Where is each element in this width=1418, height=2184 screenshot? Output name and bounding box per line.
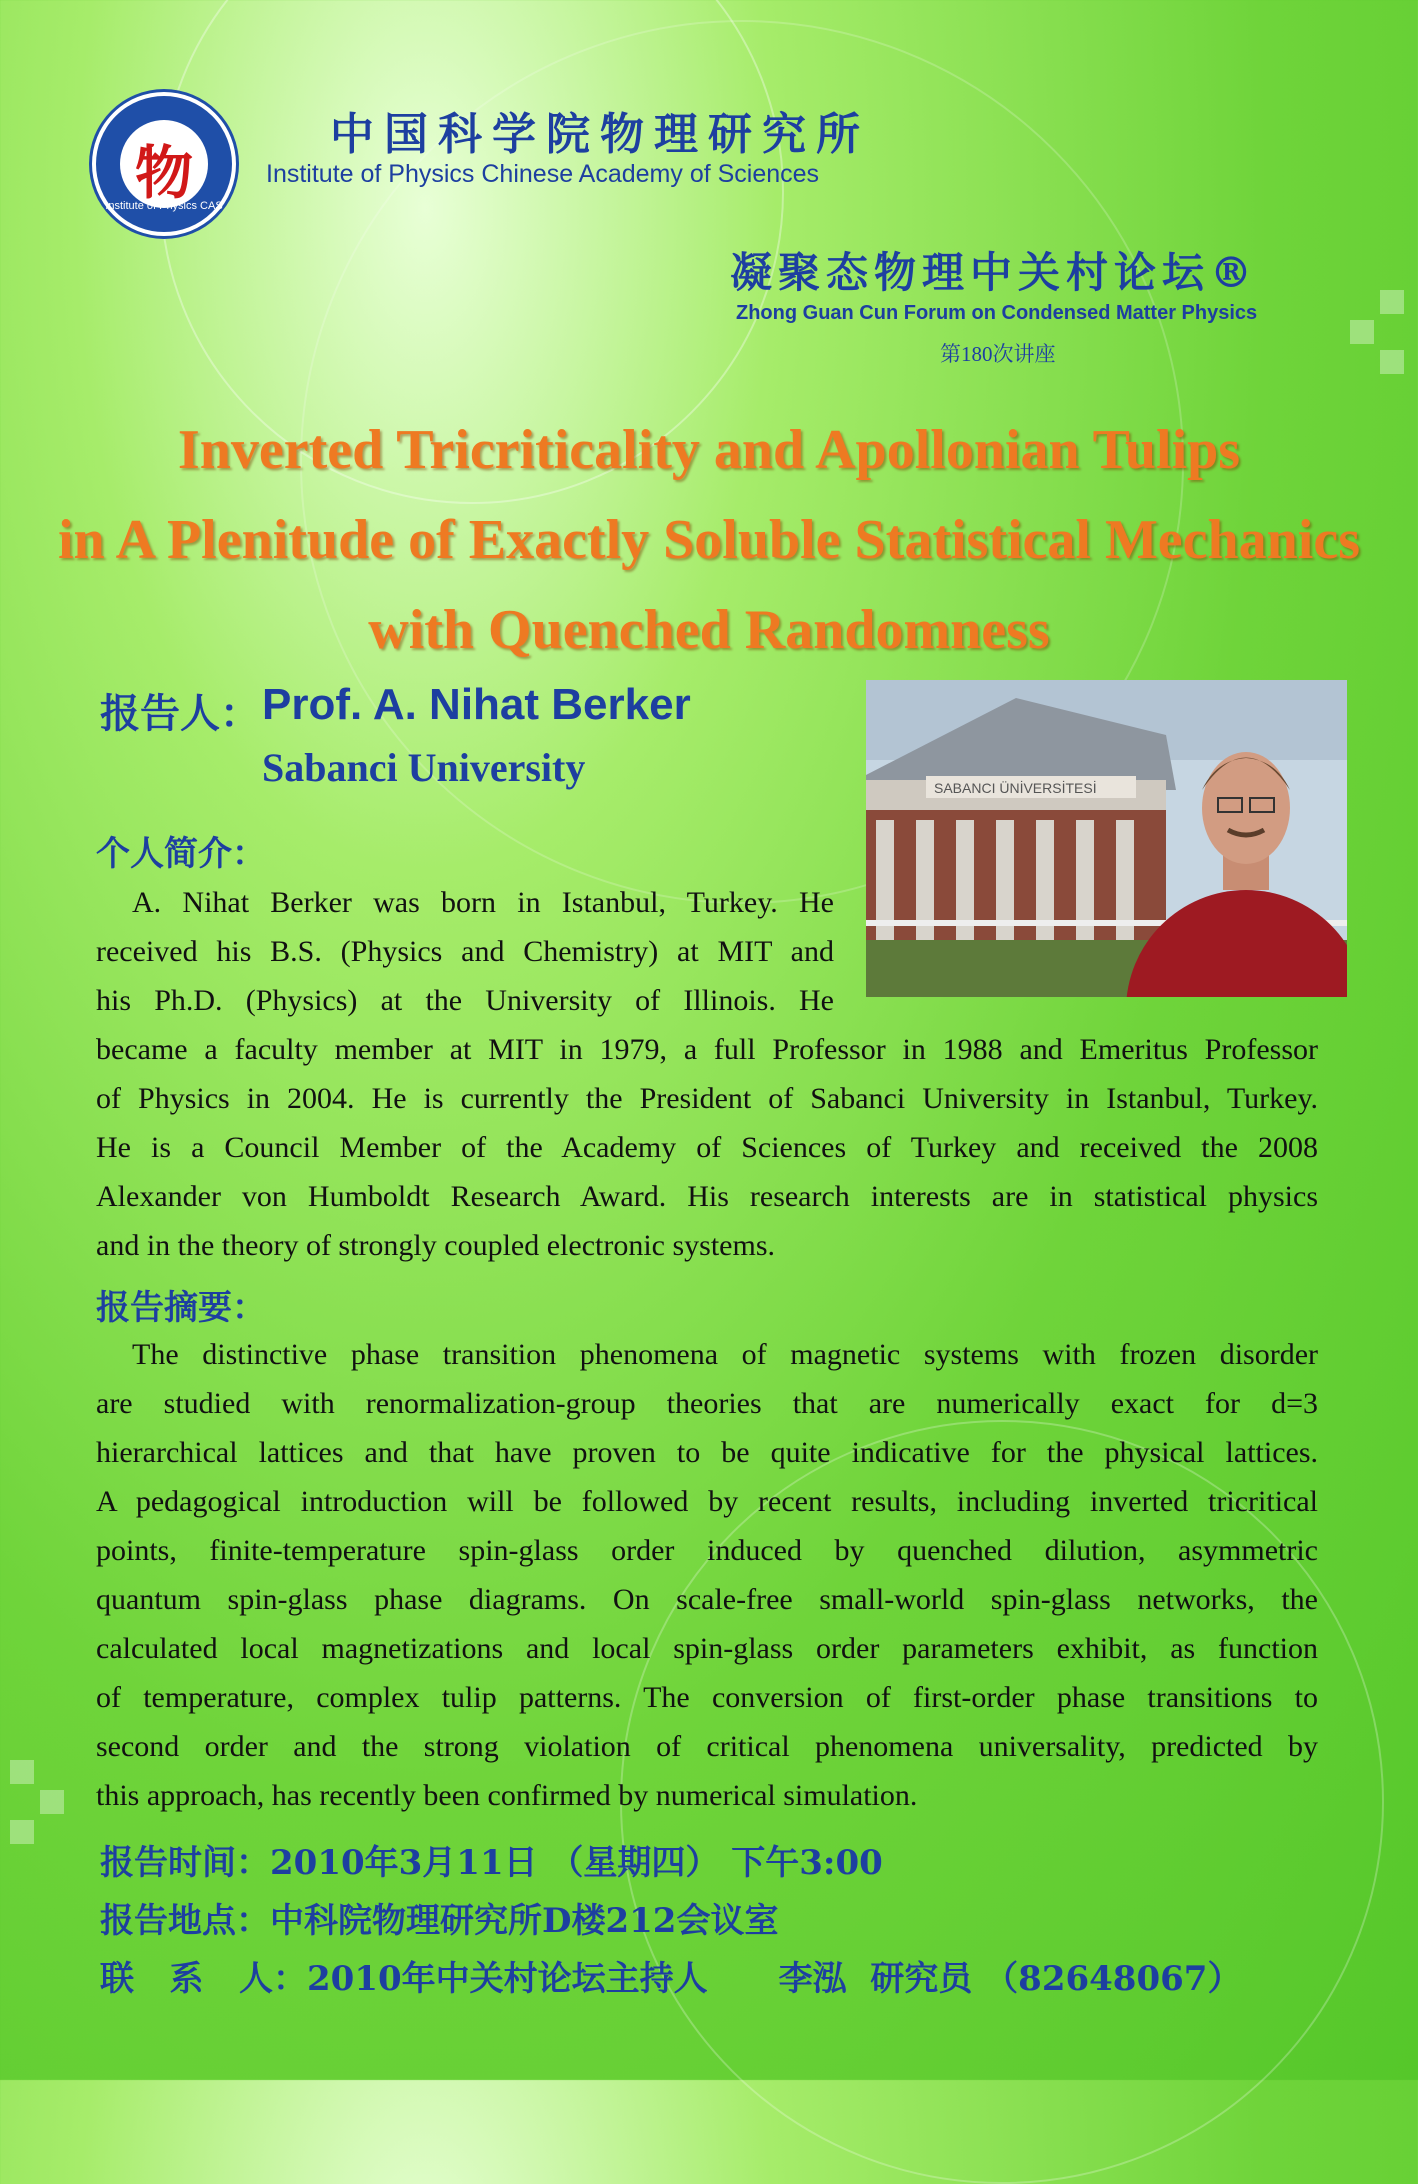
- institute-name-cn: 中国科学院物理研究所: [330, 109, 870, 160]
- speaker-name: Prof. A. Nihat Berker: [262, 680, 691, 729]
- text-line: second order and the strong violation of critical phenomena universality, predicted by: [96, 1730, 1318, 1763]
- background-square: [40, 1790, 64, 1814]
- talk-location: 报告地点：中科院物理研究所D楼212会议室: [100, 1901, 779, 1941]
- text-line: of Physics in 2004. He is currently the President of Sabanci University in Istanbul, Turkey.: [96, 1082, 1318, 1115]
- speaker-affiliation: Sabanci University: [262, 745, 586, 790]
- logo-mark: 物: [134, 139, 193, 207]
- text-line: are studied with renormalization-group theories that are numerically exact for d=3: [96, 1387, 1318, 1420]
- background-square: [10, 1760, 34, 1784]
- background-square: [1380, 290, 1404, 314]
- forum-name-cn: 凝聚态物理中关村论坛®: [730, 248, 1259, 297]
- background-square: [10, 1820, 34, 1844]
- text-line: He is a Council Member of the Academy of Sciences of Turkey and received the 2008: [96, 1131, 1318, 1164]
- speaker-photo-illustration: [866, 680, 1347, 997]
- speaker-label: 报告人：: [100, 690, 260, 737]
- bio-text-narrow: [96, 878, 834, 1025]
- abstract-text: [96, 1330, 1318, 1820]
- speaker-photo: [866, 680, 1347, 997]
- background-square: [1380, 350, 1404, 374]
- text-line: calculated local magnetizations and local spin-glass order parameters exhibit, as function: [96, 1632, 1318, 1665]
- text-line: Alexander von Humboldt Research Award. His research interests are in statistical physics: [96, 1180, 1318, 1213]
- text-line: points, finite-temperature spin-glass order induced by quenched dilution, asymmetric: [96, 1534, 1318, 1567]
- title-line: in A Plenitude of Exactly Soluble Statistical Mechanics: [57, 509, 1361, 571]
- text-line: A pedagogical introduction will be followed by recent results, including inverted tricritical: [96, 1485, 1318, 1518]
- contact-person: 联 系 人：2010年中关村论坛主持人 李泓 研究员 （82648067）: [100, 1959, 1242, 1999]
- institute-name-en: Institute of Physics Chinese Academy of Sciences: [266, 160, 820, 188]
- text-line: A. Nihat Berker was born in Istanbul, Turkey. He: [132, 886, 834, 919]
- abstract-heading: 报告摘要：: [96, 1288, 266, 1328]
- background-square: [1350, 320, 1374, 344]
- text-line: quantum spin-glass phase diagrams. On scale-free small-world spin-glass networks, the: [96, 1583, 1318, 1616]
- text-line: became a faculty member at MIT in 1979, a full Professor in 1988 and Emeritus Professor: [96, 1033, 1318, 1066]
- text-line: hierarchical lattices and that have proven to be quite indicative for the physical lattices.: [96, 1436, 1318, 1469]
- text-line: The distinctive phase transition phenomena of magnetic systems with frozen disorder: [132, 1338, 1318, 1371]
- talk-title: [20, 405, 1398, 675]
- text-line: received his B.S. (Physics and Chemistry) at MIT and: [96, 935, 834, 968]
- bio-heading: 个人简介：: [96, 834, 266, 874]
- bio-text-wide: [96, 1025, 1318, 1270]
- title-line: Inverted Tricriticality and Apollonian Tulips: [177, 419, 1241, 481]
- talk-time: 报告时间：2010年3月11日 （星期四） 下午3:00: [100, 1843, 883, 1883]
- forum-name-en: Zhong Guan Cun Forum on Condensed Matter Physics: [736, 302, 1258, 324]
- text-line: his Ph.D. (Physics) at the University of Illinois. He: [96, 984, 834, 1017]
- text-line: this approach, has recently been confirmed by numerical simulation.: [96, 1779, 918, 1812]
- title-line: with Quenched Randomness: [368, 599, 1050, 661]
- building-sign: SABANCI ÜNİVERSİTESİ: [934, 780, 1097, 796]
- text-line: and in the theory of strongly coupled electronic systems.: [96, 1229, 775, 1262]
- text-line: of temperature, complex tulip patterns. The conversion of first-order phase transitions to: [96, 1681, 1318, 1714]
- institute-logo: [92, 92, 236, 236]
- lecture-number: 第180次讲座: [940, 342, 1056, 366]
- logo-ring-text: Institute of Physics CAS: [105, 200, 223, 212]
